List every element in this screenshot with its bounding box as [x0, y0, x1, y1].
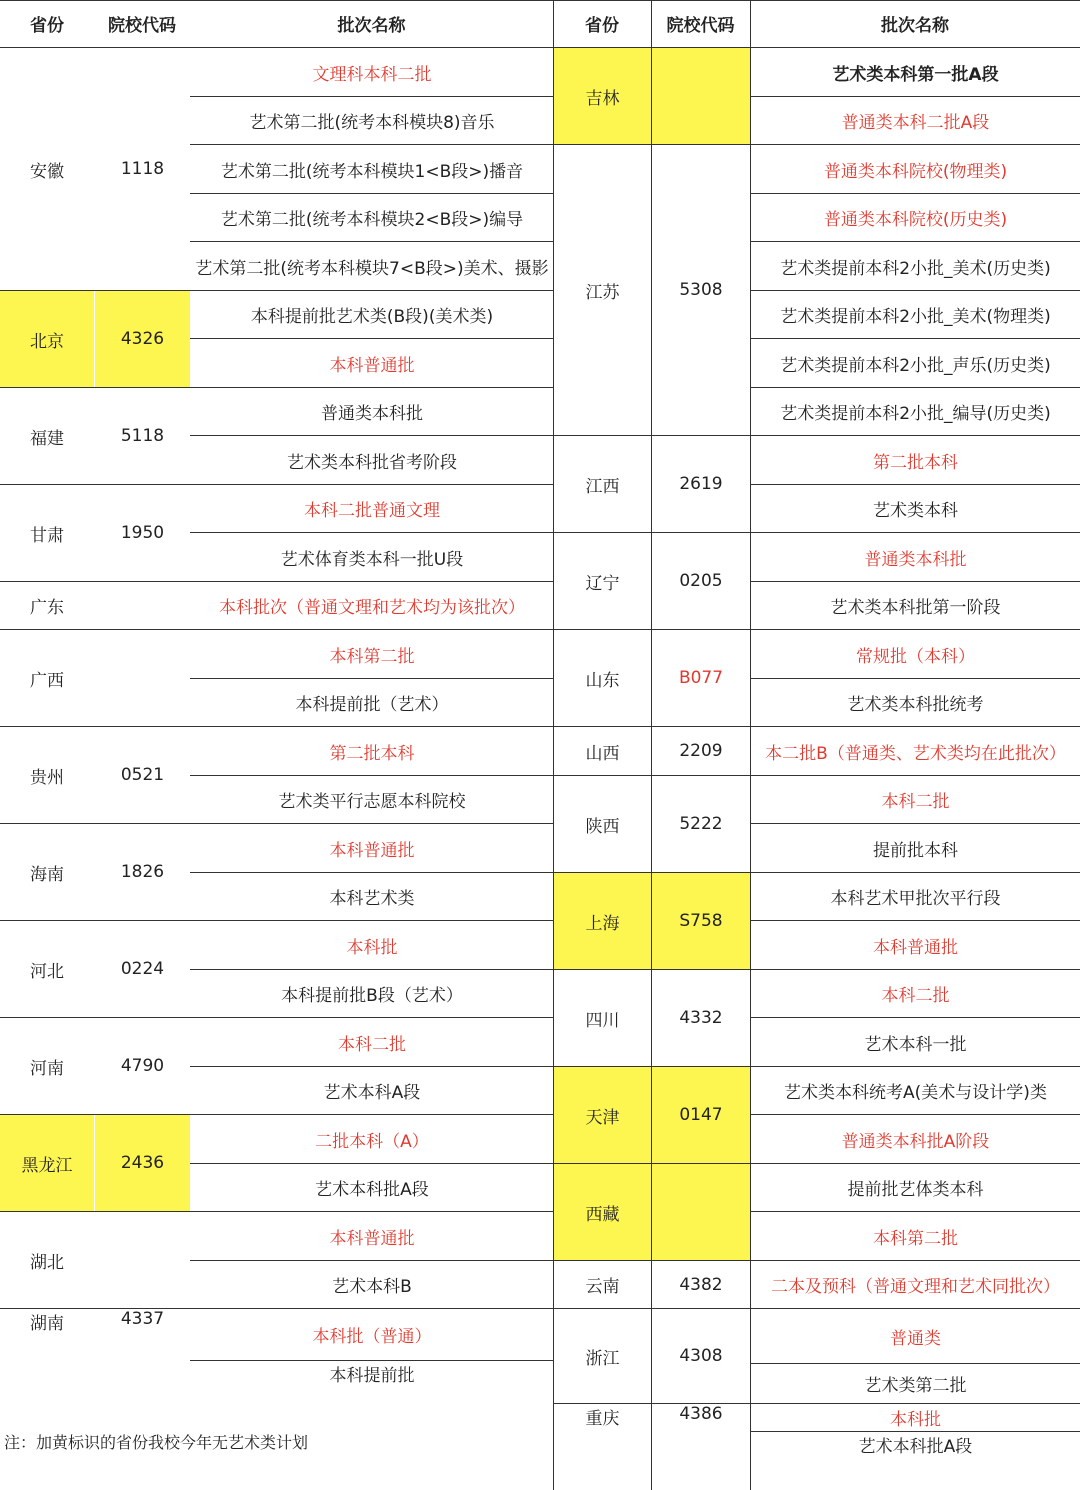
- left-batch-name: 艺术第二批(统考本科模块1<B段>)播音: [220, 161, 524, 182]
- right-header-batch-name: 批次名称: [881, 16, 949, 36]
- left-batch-name: 艺术类平行志愿本科院校: [278, 792, 466, 812]
- grid-line-horizontal: [0, 0, 553, 1]
- right-batch-name: 普通类本科批: [864, 549, 967, 570]
- left-school-code-cell: 1118: [120, 159, 165, 179]
- right-batch-name: 艺术类本科批第一阶段: [830, 598, 1001, 618]
- left-province-cell: 海南: [30, 864, 64, 885]
- right-province-cell: 四川: [585, 1010, 620, 1031]
- right-school-code-cell: 2209: [679, 741, 723, 761]
- grid-line-vertical: [651, 0, 652, 1490]
- right-batch-name: 本科第二批: [873, 1228, 958, 1249]
- right-batch-name: 艺术本科一批: [864, 1034, 967, 1055]
- right-batch-name: 二本及预科（普通文理和艺术同批次）: [771, 1277, 1060, 1297]
- left-school-code-cell: 4790: [120, 1056, 165, 1076]
- right-batch-name: 艺术类本科批统考: [847, 695, 984, 715]
- left-batch-name: 本科提前批艺术类(B段)(美术类): [250, 307, 494, 327]
- left-batch-name: 本科提前批B段（艺术）: [281, 986, 463, 1006]
- right-province-cell: 云南: [585, 1277, 620, 1297]
- right-header-school-code: 院校代码: [666, 16, 735, 36]
- right-batch-name: 艺术类本科统考A(美术与设计学)类: [784, 1083, 1047, 1103]
- left-batch-name: 本科普通批: [329, 355, 415, 376]
- left-school-code-cell: 1826: [120, 862, 165, 882]
- left-header-batch-name: 批次名称: [337, 16, 406, 36]
- left-province-cell: 湖南: [30, 1314, 64, 1334]
- right-province-cell: 辽宁: [585, 573, 620, 594]
- right-batch-name: 本科二批: [881, 792, 950, 812]
- left-batch-name: 艺术第二批(统考本科模块8)音乐: [249, 113, 495, 133]
- right-batch-name: 第二批本科: [873, 452, 958, 473]
- left-school-code-cell: 0224: [120, 959, 165, 979]
- left-header-school-code: 院校代码: [108, 16, 176, 36]
- right-province-cell: 江西: [585, 476, 620, 497]
- right-batch-name: 艺术类提前本科2小批_美术(历史类): [780, 258, 1051, 279]
- left-school-code-cell: 1950: [120, 523, 165, 543]
- right-school-code-cell: B077: [678, 668, 724, 688]
- left-batch-name: 本科提前批: [329, 1366, 415, 1386]
- left-school-code-cell: 2436: [95, 1115, 190, 1211]
- left-batch-name: 本科提前批（艺术）: [295, 695, 449, 715]
- left-batch-name: 本科第二批: [329, 646, 415, 667]
- right-school-code-cell: 4332: [679, 1008, 723, 1028]
- left-batch-name: 普通类本科批: [321, 404, 423, 424]
- left-batch-name: 本科批（普通）: [312, 1327, 432, 1347]
- left-batch-name: 艺术类本科批省考阶段: [287, 452, 457, 473]
- left-batch-name: 本科普通批: [329, 840, 415, 861]
- right-batch-name: 本二批B（普通类、艺术类均在此批次）: [765, 743, 1066, 764]
- left-batch-name: 本科批: [346, 937, 398, 958]
- right-batch-name: 本科批: [890, 1410, 941, 1430]
- left-school-code-cell: 0521: [120, 765, 165, 785]
- right-header-province: 省份: [585, 16, 619, 36]
- right-school-code-cell: 4382: [679, 1274, 723, 1295]
- right-school-code-cell: 4308: [679, 1346, 723, 1366]
- left-batch-name: 艺术第二批(统考本科模块7<B段>)美术、摄影: [195, 258, 549, 279]
- left-school-code-cell: [95, 582, 190, 629]
- right-school-code-cell: 5222: [679, 814, 723, 834]
- right-batch-name: 普通类本科院校(历史类): [823, 210, 1008, 230]
- right-batch-name: 普通类本科批A阶段: [841, 1131, 990, 1152]
- left-province-cell: 广东: [30, 598, 64, 618]
- left-province-cell: 河南: [30, 1058, 64, 1079]
- right-school-code-cell: 0147: [652, 1067, 750, 1163]
- left-header-province: 省份: [30, 16, 64, 36]
- left-school-code-cell: [95, 630, 190, 726]
- right-batch-name: 艺术类第二批: [864, 1376, 967, 1396]
- left-province-cell: 北京: [0, 291, 94, 387]
- left-province-cell: 贵州: [30, 767, 64, 788]
- footnote: 注：加黄标识的省份我校今年无艺术类计划: [4, 1433, 309, 1452]
- right-batch-name: 艺术类本科: [873, 501, 958, 521]
- left-province-cell: 河北: [30, 961, 64, 982]
- right-school-code-cell: 0205: [679, 571, 723, 591]
- left-batch-name: 艺术第二批(统考本科模块2<B段>)编导: [220, 210, 524, 230]
- right-province-cell: 江苏: [585, 282, 620, 303]
- right-batch-name: 普通类本科院校(物理类): [823, 161, 1008, 182]
- grid-line-vertical: [553, 0, 554, 1490]
- right-province-cell: 陕西: [585, 816, 620, 837]
- right-batch-name: 艺术类提前本科2小批_编导(历史类): [780, 404, 1051, 424]
- right-batch-name: 本科艺术甲批次平行段: [830, 889, 1001, 909]
- right-batch-name: 艺术本科批A段: [858, 1437, 973, 1457]
- right-batch-name: 提前批艺体类本科: [847, 1180, 984, 1200]
- left-school-code-cell: 5118: [120, 426, 165, 446]
- right-batch-name: 提前批本科: [873, 840, 958, 861]
- right-batch-name: 本科二批: [881, 986, 950, 1006]
- left-batch-name: 文理科本科二批: [312, 64, 432, 85]
- right-batch-name: 艺术类本科第一批A段: [832, 64, 999, 85]
- left-batch-name: 本科二批: [338, 1034, 406, 1055]
- left-school-code-cell: [95, 1212, 190, 1308]
- right-province-cell: 吉林: [554, 48, 651, 144]
- left-batch-name: 艺术本科批A段: [315, 1180, 429, 1200]
- right-batch-name: 本科普通批: [873, 937, 958, 958]
- right-province-cell: 山东: [585, 670, 620, 691]
- grid-line-horizontal: [553, 0, 1080, 1]
- left-batch-name: 艺术本科B: [332, 1277, 412, 1297]
- left-province-cell: 湖北: [30, 1252, 64, 1273]
- right-school-code-cell: 4386: [679, 1404, 723, 1424]
- left-batch-name: 本科艺术类: [329, 889, 415, 909]
- right-province-cell: 浙江: [585, 1348, 620, 1369]
- left-province-cell: 福建: [30, 428, 64, 449]
- left-batch-name: 本科普通批: [329, 1228, 415, 1249]
- left-school-code-cell: 4326: [95, 291, 190, 387]
- right-province-cell: 山西: [585, 743, 620, 764]
- left-batch-name: 第二批本科: [329, 743, 415, 764]
- right-school-code-cell: [652, 1164, 750, 1260]
- left-batch-name: 本科二批普通文理: [304, 501, 440, 521]
- right-batch-name: 常规批（本科）: [856, 646, 975, 667]
- right-school-code-cell: 2619: [679, 474, 723, 494]
- left-batch-name: 本科批次（普通文理和艺术均为该批次）: [219, 598, 525, 618]
- right-province-cell: 天津: [554, 1067, 651, 1163]
- left-batch-name: 艺术体育类本科一批U段: [280, 549, 464, 570]
- right-school-code-cell: [652, 48, 750, 144]
- left-batch-name: 二批本科（A）: [315, 1131, 429, 1152]
- right-batch-name: 普通类: [890, 1328, 941, 1349]
- right-province-cell: 西藏: [554, 1164, 651, 1260]
- right-batch-name: 普通类本科二批A段: [841, 113, 990, 133]
- grid-line-vertical: [750, 0, 751, 1490]
- right-school-code-cell: S758: [652, 873, 750, 969]
- right-school-code-cell: 5308: [679, 280, 723, 300]
- right-batch-name: 艺术类提前本科2小批_声乐(历史类): [780, 355, 1051, 376]
- left-province-cell: 甘肃: [30, 525, 64, 546]
- left-school-code-cell: 4337: [120, 1309, 165, 1329]
- right-batch-name: 艺术类提前本科2小批_美术(物理类): [780, 307, 1051, 327]
- left-province-cell: 广西: [30, 670, 64, 691]
- right-province-cell: 上海: [554, 873, 651, 969]
- left-batch-name: 艺术本科A段: [323, 1083, 421, 1103]
- left-province-cell: 安徽: [30, 161, 64, 182]
- right-province-cell: 重庆: [585, 1409, 620, 1429]
- left-province-cell: 黑龙江: [0, 1115, 94, 1211]
